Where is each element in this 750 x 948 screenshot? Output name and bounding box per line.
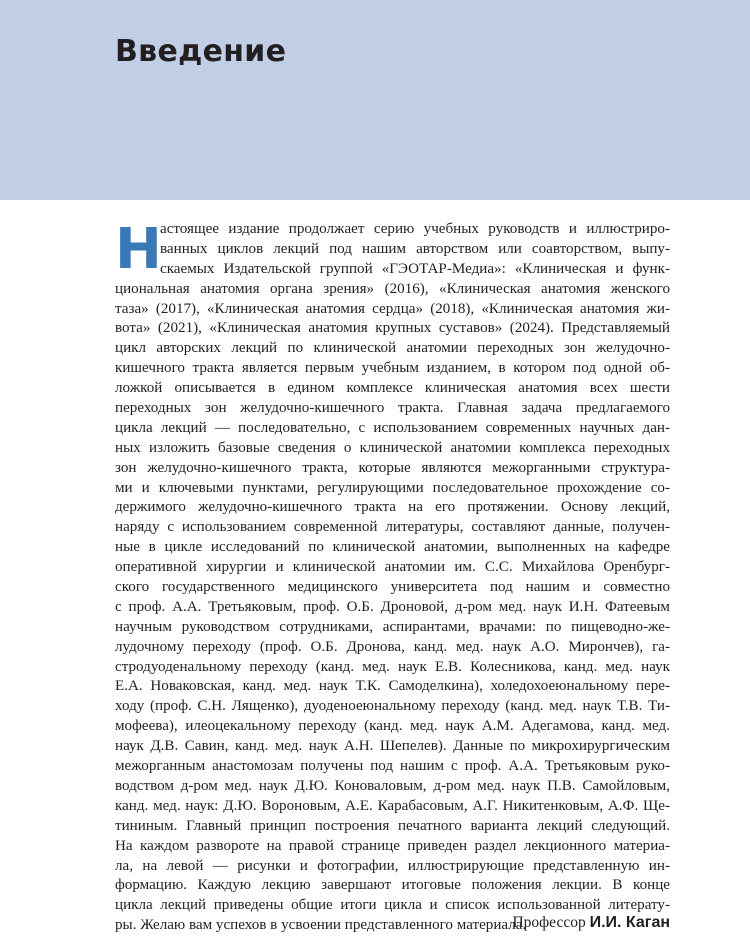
text-line: наряду с использованием современной литературы, составляют данные, получен- xyxy=(115,519,670,536)
text-line: цикл авторских лекций по клинической анатомии переходных зон желудочно- xyxy=(115,340,670,357)
signature-name: И.И. Каган xyxy=(589,914,670,931)
text-line: ры. Желаю вам успехов в усвоении представленного материала. xyxy=(115,917,527,934)
signature xyxy=(512,913,670,933)
text-line: водством д-ром мед. наук Д.Ю. Коноваловым, д-ром мед. наук П.В. Самойловым, xyxy=(115,777,670,794)
text-line: циональная анатомия органа зрения» (2016), «Клиническая анатомия женского xyxy=(115,280,670,297)
text-line: с проф. А.А. Третьяковым, проф. О.Б. Дроновой, д-ром мед. наук И.Н. Фатеевым xyxy=(115,598,670,615)
text-line: вота» (2021), «Клиническая анатомия крупных суставов» (2024). Представляемый xyxy=(115,320,670,337)
text-line: переходных зон желудочно-кишечного тракта. Главная задача предлагаемого xyxy=(115,400,670,417)
text-line: ложкой описывается в едином комплексе клиническая анатомия всех шести xyxy=(115,380,670,397)
text-line: оперативной хирургии и клинической анатомии им. С.С. Михайлова Оренбург- xyxy=(115,559,670,576)
drop-cap: Н xyxy=(115,217,162,282)
text-line: ванных циклов лекций под нашим авторством или соавторством, выпу- xyxy=(160,240,670,257)
text-line: ми и ключевыми пунктами, регулирующими последовательное прохождение со- xyxy=(115,479,670,496)
paragraph xyxy=(115,217,670,936)
text-line: мофеева), илеоцекальному переходу (канд. мед. наук А.М. Адегамова, канд. мед. xyxy=(115,718,670,735)
text-line: ные в цикле исследований по клинической анатомии, выполненных на кафедре xyxy=(115,539,670,556)
text-line: кишечного тракта является первым учебным изданием, в котором под одной об- xyxy=(115,360,670,377)
text-line: Е.А. Новаковская, канд. мед. наук Т.К. Самоделкина), холедохоеюнальному пере- xyxy=(115,678,670,695)
text-line: ла, на левой — рисунки и фотографии, иллюстрирующие представленную ин- xyxy=(115,857,670,874)
text-line: лудочному переходу (проф. О.Б. Дронова, канд. мед. наук А.О. Мирончев), га- xyxy=(115,638,670,655)
text-line: ных изложить базовые сведения о клинической анатомии комплекса переходных xyxy=(115,439,670,456)
text-line: научным руководством сотрудниками, аспирантами, врачами: по пищеводно-же- xyxy=(115,618,670,635)
text-line: зон желудочно-кишечного тракта, которые являются межорганными структура- xyxy=(115,459,670,476)
text-line: скаемых Издательской группой «ГЭОТАР-Медиа»: «Клиническая и функ- xyxy=(160,260,670,277)
text-line: формацию. Каждую лекцию завершают итоговые положения лекции. В конце xyxy=(115,877,670,894)
text-line: тининым. Главный принцип построения печатного варианта лекций следующий. xyxy=(115,817,670,834)
signature-role: Профессор xyxy=(512,914,590,931)
text-line: наук Д.В. Савин, канд. мед. наук А.Н. Шепелев). Данные по микрохирургическим xyxy=(115,738,670,755)
text-line: таза» (2017), «Клиническая анатомия сердца» (2018), «Клиническая анатомия жи- xyxy=(115,300,670,317)
text-line: межорганным анастомозам получены под нашим с проф. А.А. Третьяковым руко- xyxy=(115,758,670,775)
header-band xyxy=(0,0,750,200)
text-line: На каждом развороте на правой странице приведен раздел лекционного материа- xyxy=(115,837,670,854)
text-line: держимого желудочно-кишечного тракта на его протяжении. Основу лекций, xyxy=(115,499,670,516)
text-line: цикла лекций приведены общие итоги цикла и список использованной литерату- xyxy=(115,897,670,914)
text-line: ходу (проф. С.Н. Лященко), дуоденоеюнальному переходу (канд. мед. наук Т.В. Ти- xyxy=(115,698,670,715)
text-line: астоящее издание продолжает серию учебных руководств и иллюстриро- xyxy=(160,221,670,237)
text-line: канд. мед. наук: Д.Ю. Вороновым, А.Е. Карабасовым, А.Г. Никитенковым, А.Ф. Ще- xyxy=(115,797,670,814)
body-text xyxy=(115,217,670,936)
text-line: стродуоденальному переходу (канд. мед. наук Е.В. Колесникова, канд. мед. наук xyxy=(115,658,670,675)
text-line: цикла лекций — последовательно, с использованием современных научных дан- xyxy=(115,419,670,436)
page-title: Введение xyxy=(115,34,287,69)
text-line: ского государственного медицинского университета под нашим и совместно xyxy=(115,579,670,596)
